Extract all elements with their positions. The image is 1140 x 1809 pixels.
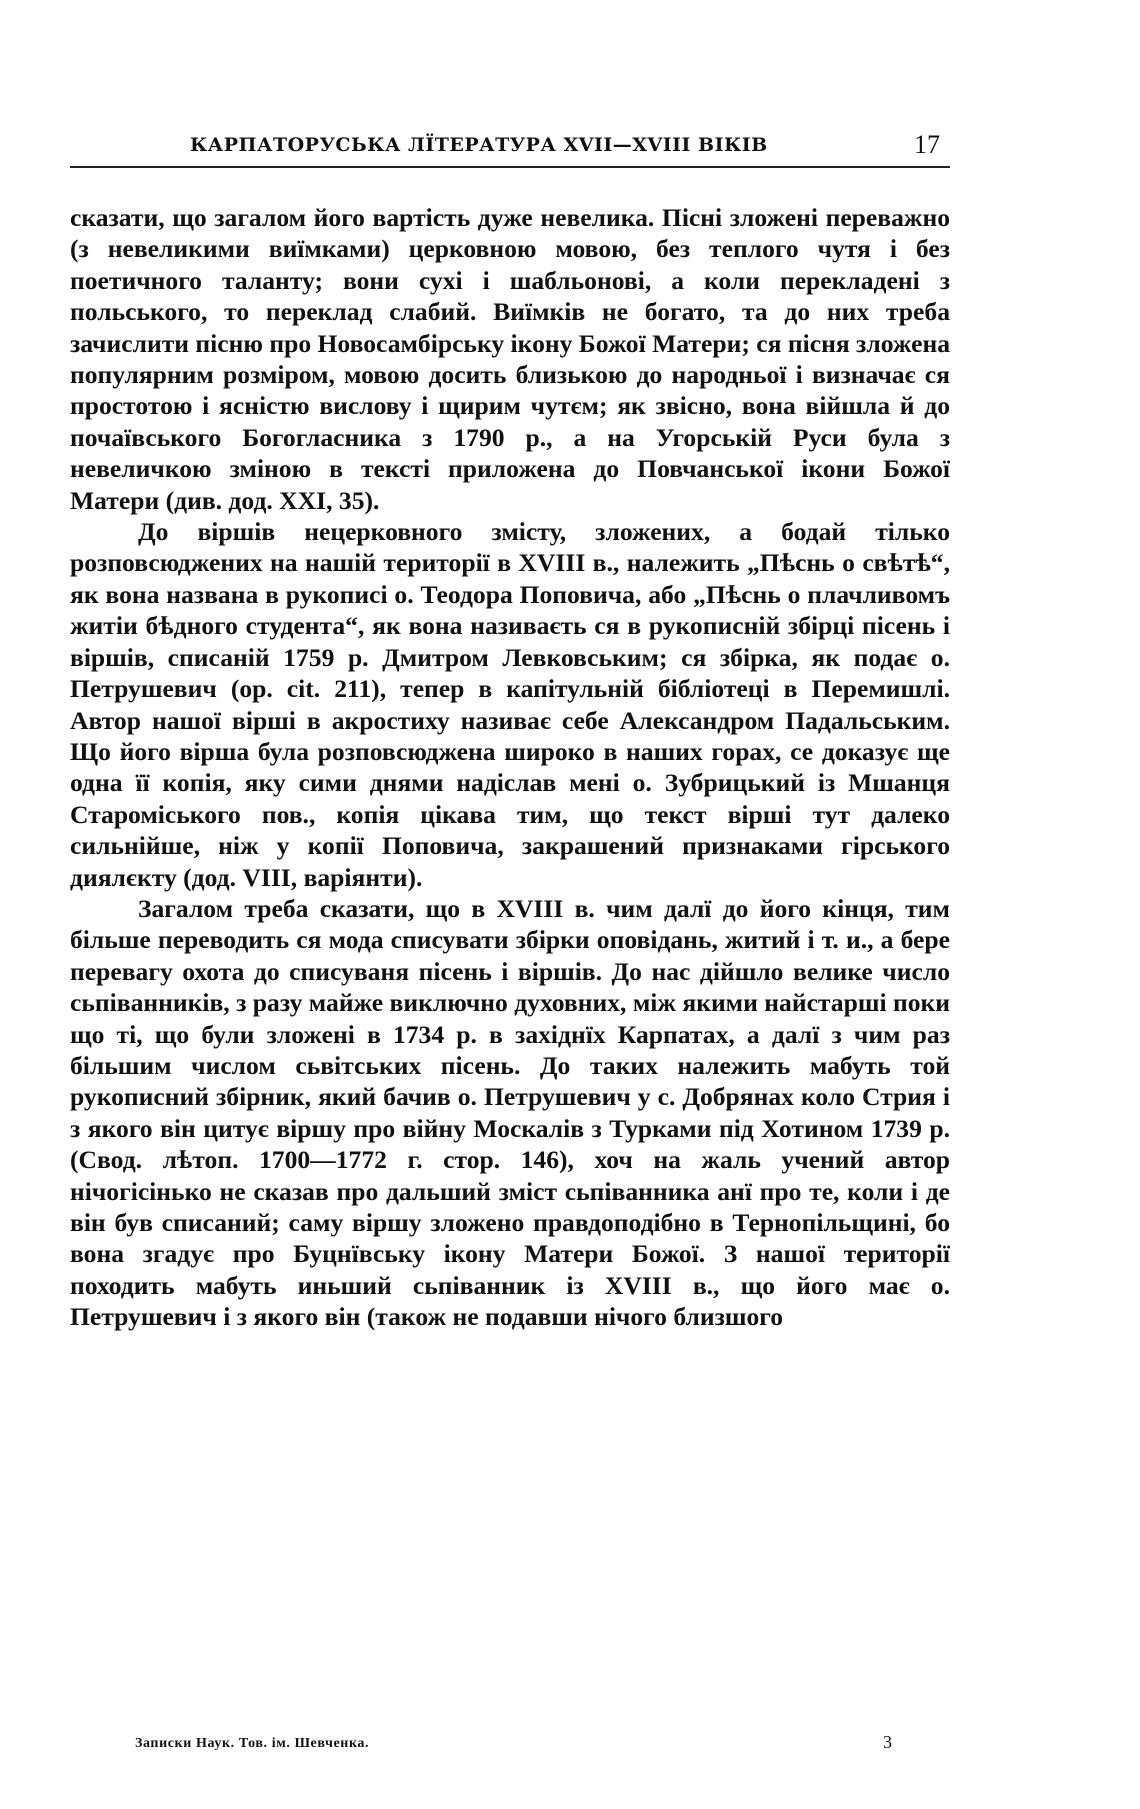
paragraph-2: До віршів нецерковного змісту, зложених, а бодай тілько розповсюджених на нашій території в XVIII в., належить „Пѣснь о свѣтѣ“, як вона названа в рукописі о. Теодора Поповича, або „Пѣснь о плачливомъ житіи бѣдного студента“, як вона називаєть ся в рукописній збірці пісень і віршів, списаній 1759 р. Дмитром Левковським; ся збірка, як подає о. Петрушевич (op. cit. 211), тепер в капітульній бібліотеці в Перемишлі. Автор нашої вірші в акростиху називає себе Александром Падальським. Що його вірша була розповсюджена широко в наших горах, се доказує ще одна її копія, яку сими днями надіслав мені о. Зубрицький із Мшанця Староміського пов., копія цікава тим, що текст вірші тут далеко сильнійше, ніж у копії Поповича, закрашений признаками гірського диялєкту (дод. VIII, варіянти). [70, 517, 950, 892]
body-text [70, 202, 950, 1333]
sheet-mark: 3 [883, 1732, 892, 1752]
paragraph-1: сказати, що загалом його вартість дуже невелика. Пісні зложені переважно (з невеликими виїмками) церковною мовою, без теплого чутя і без поетичного таланту; вони сухі і шабльонові, а коли перекладені з польського, то переклад слабий. Виїмків не богато, та до них треба зачислити пісню про Новосамбірську ікону Божої Матери; ся пісня зложена популярним розміром, мовою досить близькою до народньої і визначає ся простотою і ясністю вислову і щирим чутєм; як звісно, вона війшла й до почаївського Богогласника з 1790 р., а на Угорській Руси була з невеличкою зміною в тексті приложена до Повчанської ікони Божої Матери (див. дод. XXI, 35). [70, 203, 950, 515]
page-number: 17 [914, 130, 940, 159]
running-title: КАРПАТОРУСЬКА ЛЇТЕРАТУРА XVII—XVIII ВІКІВ [190, 134, 768, 156]
book-page [70, 0, 950, 1809]
paragraph-3: Загалом треба сказати, що в XVIII в. чим далї до його кінця, тим більше переводить ся мода списувати збірки оповідань, житий і т. и., а бере перевагу охота до списуваня пісень і віршів. До нас дійшло велике число сьпіванників, з разу майже виключно духовних, між якими найстарші поки що ті, що були зложені в 1734 р. в західнїх Карпатах, а далї з чим раз більшим числом сьвітських пісень. До таких належить мабуть той рукописний збірник, який бачив о. Петрушевич у с. Добрянах коло Стрия і з якого він цитує віршу про війну Москалів з Турками під Хотином 1739 р. (Свод. лѣтоп. 1700—1772 г. стор. 146), хоч на жаль учений автор нічогісінько не сказав про дальший зміст сьпіванника анї про те, коли і де він був списаний; саму віршу зложено правдоподібно в Тернопільщині, бо вона згадує про Буцнївську ікону Матери Божої. З нашої території походить мабуть иньший сьпіванник із XVIII в., що його має о. Петрушевич і з якого він (також не подавши нічого близшого [70, 893, 950, 1332]
footer-signature: Записки Наук. Тов. ім. Шевченка. [135, 1736, 370, 1751]
page-footer [70, 1732, 950, 1760]
running-head [70, 130, 950, 168]
